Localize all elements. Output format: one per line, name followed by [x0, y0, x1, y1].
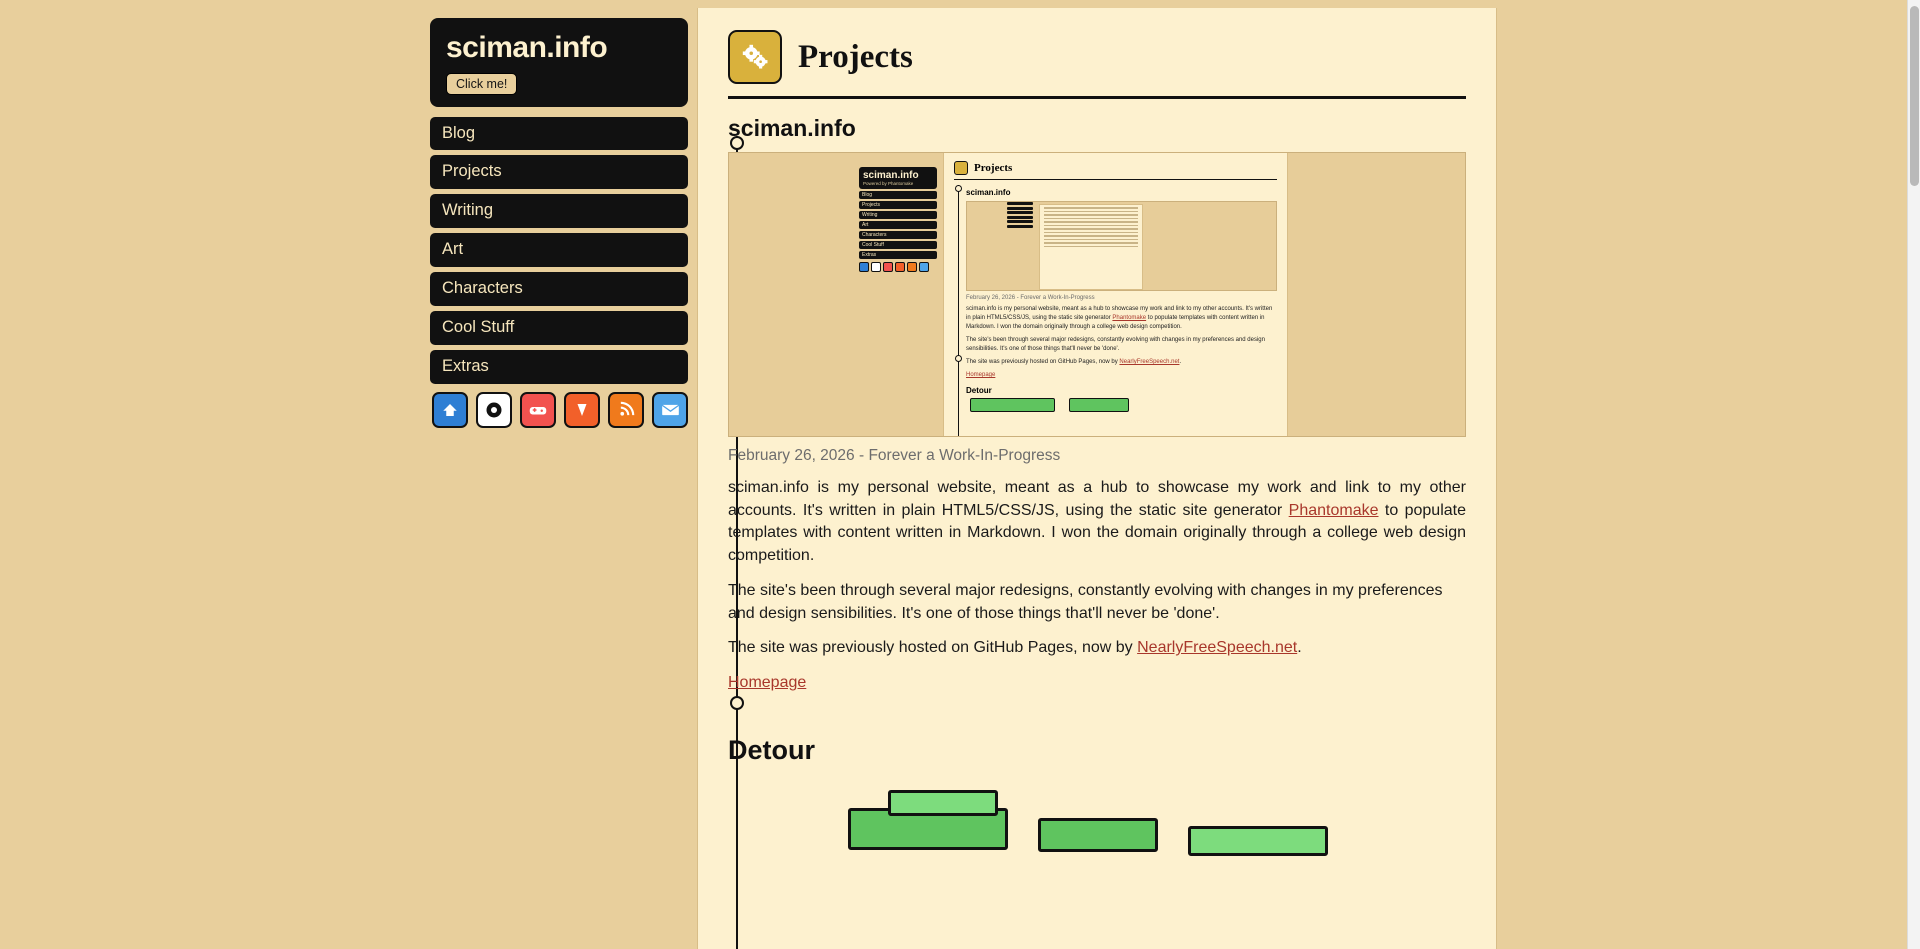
sidebar — [430, 18, 688, 428]
sidebar-item-characters[interactable]: Characters — [430, 272, 688, 306]
preview-itch-io-icon — [883, 262, 893, 272]
home-icon[interactable] — [432, 392, 468, 428]
paragraph-1-text-b: to populate templates with content written in Markdown. I won the domain originally through a college web design competition. — [728, 501, 1467, 565]
preview-paragraph-1 — [966, 305, 1277, 332]
timeline-dot — [730, 696, 744, 710]
entry-homepage-paragraph — [728, 672, 1466, 695]
preview-email-icon — [919, 262, 929, 272]
preview-gears-icon — [954, 161, 968, 175]
preview-nav-item: Blog — [859, 191, 937, 199]
preview-paragraph-3 — [966, 358, 1277, 367]
sidebar-item-art[interactable]: Art — [430, 233, 688, 267]
site-title: sciman.info — [446, 31, 608, 64]
preview-homepage-paragraph — [966, 371, 1277, 380]
entry-title: Detour — [728, 734, 815, 765]
preview-p1-text-a: sciman.info is my personal website, meant as a hub to showcase my work and link to my other accounts. It's written in plain HTML5/CSS/JS, using the static site generator — [966, 306, 1273, 321]
mastodon-icon[interactable] — [564, 392, 600, 428]
preview-p3-text-a: The site was previously hosted on GitHub Pages, now by — [966, 359, 1120, 365]
sidebar-item-projects[interactable]: Projects — [430, 155, 688, 189]
preview-mastodon-icon — [895, 262, 905, 272]
entry-paragraph-3 — [728, 637, 1466, 660]
preview-site-title: sciman.info — [863, 170, 919, 181]
preview-nav-item: Projects — [859, 201, 937, 209]
preview-page-title: Projects — [974, 162, 1013, 174]
page-header — [728, 30, 1466, 99]
sidebar-nav — [430, 117, 688, 384]
preview-nav-item: Cool Stuff — [859, 241, 937, 249]
preview-timeline-dot — [955, 185, 962, 192]
entry-sciman-info — [728, 115, 1466, 695]
preview-entry-title: sciman.info — [966, 188, 1011, 197]
detour-artwork — [728, 782, 1466, 902]
social-links — [430, 392, 688, 428]
entry-screenshot[interactable] — [728, 152, 1466, 437]
sidebar-item-extras[interactable]: Extras — [430, 350, 688, 384]
page-title: Projects — [798, 38, 913, 75]
sidebar-item-blog[interactable]: Blog — [430, 117, 688, 151]
preview-nav-item: Writing — [859, 211, 937, 219]
preview-sidebar — [859, 167, 937, 272]
entry-date: February 26, 2026 - Forever a Work-In-Progress — [728, 447, 1061, 464]
github-icon[interactable] — [476, 392, 512, 428]
preview-main-panel — [943, 153, 1288, 437]
rss-icon[interactable] — [608, 392, 644, 428]
brand-box — [430, 18, 688, 107]
homepage-link[interactable]: Homepage — [728, 674, 807, 692]
preview-detour-title: Detour — [966, 386, 992, 395]
paragraph-1-text-a: sciman.info is my personal website, meant as a hub to showcase my work and link to my other accounts. It's written in plain HTML5/CSS/JS, using the static site generator — [728, 479, 1466, 519]
preview-phantomake-link[interactable]: Phantomake — [1112, 315, 1147, 321]
preview-nfs-link[interactable]: NearlyFreeSpeech.net — [1119, 359, 1180, 365]
preview-nested-content — [1007, 202, 1147, 291]
page-scrollbar[interactable] — [1907, 0, 1920, 949]
preview-p1-text-b: to populate templates with content written in Markdown. I won the domain originally through a college web design competition. — [966, 315, 1265, 330]
preview-social-links — [859, 262, 937, 272]
preview-home-icon — [859, 262, 869, 272]
scrollbar-thumb[interactable] — [1910, 6, 1919, 186]
preview-entry-date: February 26, 2026 - Forever a Work-In-Progress — [966, 295, 1095, 301]
phantomake-link[interactable]: Phantomake — [1288, 501, 1379, 519]
preview-homepage-link[interactable]: Homepage — [966, 372, 996, 378]
preview-nested-screenshot — [966, 201, 1277, 291]
entry-title: sciman.info — [728, 115, 856, 141]
click-me-button[interactable]: Click me! — [446, 73, 517, 95]
entry-paragraph-1 — [728, 477, 1466, 568]
sidebar-item-cool-stuff[interactable]: Cool Stuff — [430, 311, 688, 345]
preview-rss-icon — [907, 262, 917, 272]
preview-brand — [859, 167, 937, 189]
preview-github-icon — [871, 262, 881, 272]
preview-nested-panel — [1039, 204, 1143, 290]
entry-paragraph-2: The site's been through several major redesigns, constantly evolving with changes in my preferences and design sensibilities. It's one of those things that'll never be 'done'. — [728, 581, 1443, 622]
preview-nav-item: Extras — [859, 251, 937, 259]
entry-detour — [728, 735, 1466, 902]
preview-site-subtitle: Powered by Phantomake — [863, 181, 914, 186]
sidebar-item-writing[interactable]: Writing — [430, 194, 688, 228]
screenshot-content — [859, 153, 1304, 437]
preview-paragraph-2: The site's been through several major redesigns, constantly evolving with changes in my preferences and design sensibilities. It's one of those things that'll never be 'done'. — [966, 337, 1265, 352]
preview-timeline-dot — [955, 355, 962, 362]
preview-nav — [859, 191, 937, 259]
itch-io-icon[interactable] — [520, 392, 556, 428]
preview-detour-art — [966, 398, 1277, 418]
email-icon[interactable] — [652, 392, 688, 428]
gears-icon — [728, 30, 782, 84]
preview-timeline-rail — [958, 185, 959, 437]
preview-p3-text-b: . — [1179, 359, 1182, 365]
paragraph-3-text-a: The site was previously hosted on GitHub Pages, now by — [728, 639, 1138, 657]
main-content — [697, 8, 1497, 949]
preview-page-header — [954, 161, 1277, 180]
preview-nav-item: Characters — [859, 231, 937, 239]
paragraph-3-text-b: . — [1297, 639, 1302, 657]
preview-nav-item: Art — [859, 221, 937, 229]
nearlyfreespeech-link[interactable]: NearlyFreeSpeech.net — [1137, 639, 1298, 657]
